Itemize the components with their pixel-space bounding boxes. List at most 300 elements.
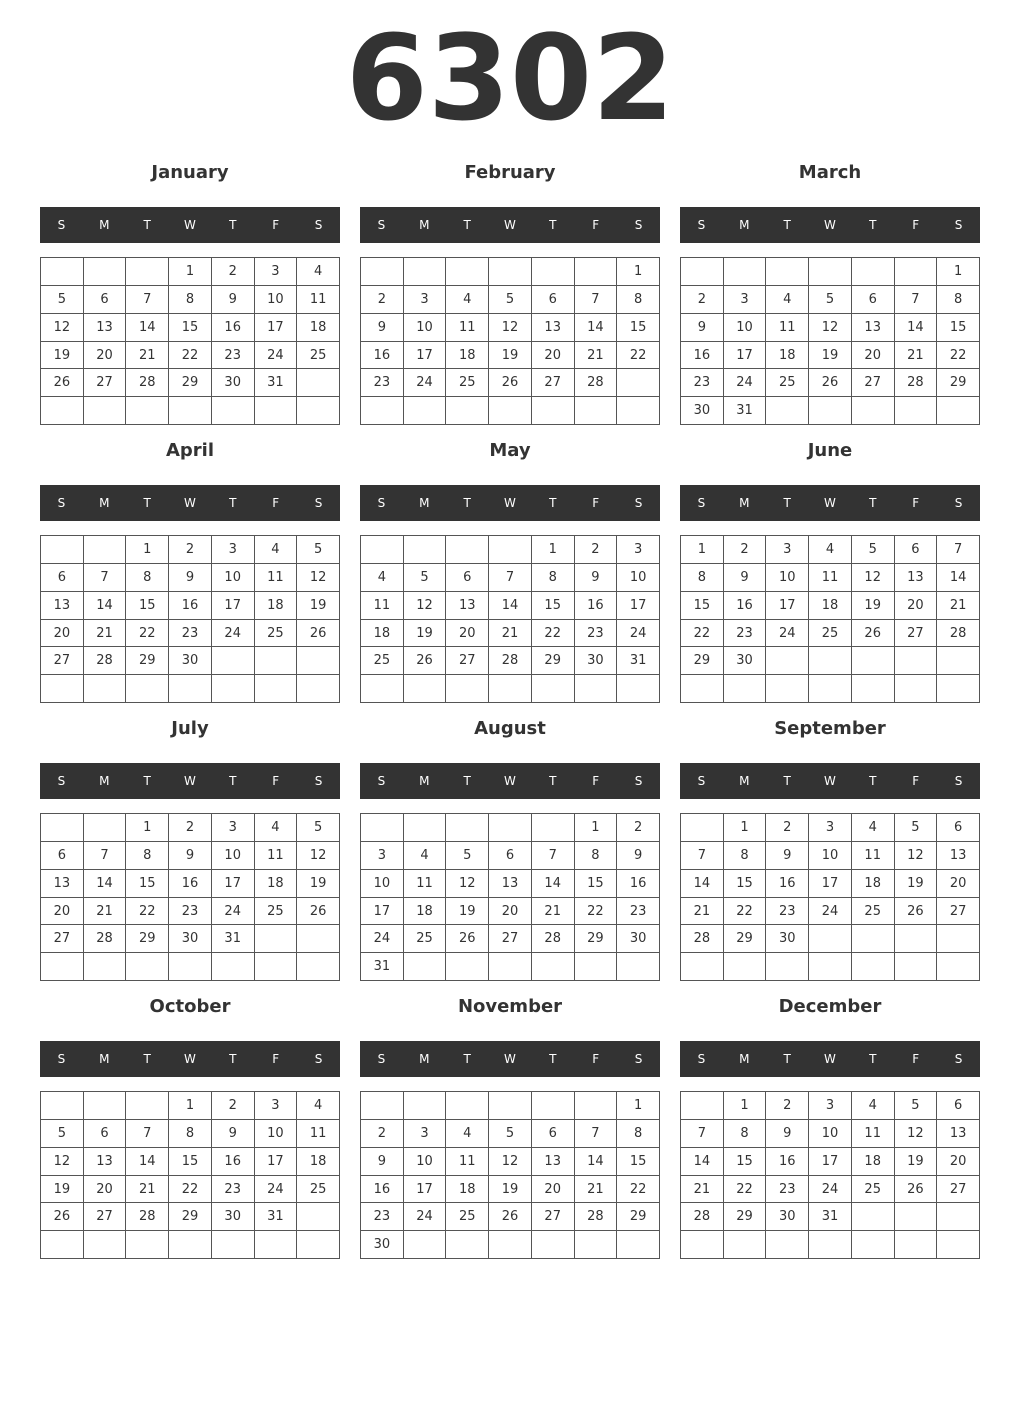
day-cell: 17 xyxy=(361,898,404,926)
day-grid xyxy=(680,1091,980,1259)
day-cell: 21 xyxy=(126,1176,169,1204)
day-cell: 15 xyxy=(126,592,169,620)
day-cell: 5 xyxy=(41,286,84,314)
day-cell: 2 xyxy=(575,536,618,564)
day-cell: 26 xyxy=(446,925,489,953)
day-cell: 18 xyxy=(446,342,489,370)
day-cell: 25 xyxy=(809,620,852,648)
weekday-label: M xyxy=(99,496,110,510)
day-cell: 19 xyxy=(446,898,489,926)
month-name: September xyxy=(774,718,886,739)
day-cell: 30 xyxy=(766,1203,809,1231)
day-cell: 10 xyxy=(809,1120,852,1148)
day-cell: 1 xyxy=(937,258,980,286)
day-cell: 24 xyxy=(724,369,767,397)
day-cell xyxy=(489,397,532,425)
day-cell xyxy=(255,647,298,675)
day-cell: 16 xyxy=(212,1148,255,1176)
weekday-label: W xyxy=(184,774,196,788)
day-cell: 13 xyxy=(41,870,84,898)
day-cell: 9 xyxy=(724,564,767,592)
day-cell: 7 xyxy=(489,564,532,592)
day-cell: 25 xyxy=(255,898,298,926)
day-cell: 21 xyxy=(937,592,980,620)
day-cell: 23 xyxy=(617,898,660,926)
month-name: May xyxy=(489,440,531,461)
day-cell xyxy=(766,397,809,425)
day-cell: 15 xyxy=(532,592,575,620)
day-cell: 21 xyxy=(681,898,724,926)
day-cell: 1 xyxy=(681,536,724,564)
weekday-label: T xyxy=(549,774,557,788)
day-cell xyxy=(895,675,938,703)
day-cell: 8 xyxy=(169,286,212,314)
day-cell: 30 xyxy=(169,647,212,675)
day-cell: 4 xyxy=(809,536,852,564)
day-cell: 26 xyxy=(297,620,340,648)
day-cell: 29 xyxy=(169,1203,212,1231)
day-cell: 11 xyxy=(766,314,809,342)
weekday-label: S xyxy=(634,1052,643,1066)
day-cell xyxy=(404,1092,447,1120)
month-name: December xyxy=(778,996,882,1017)
day-cell: 8 xyxy=(937,286,980,314)
day-cell: 8 xyxy=(617,1120,660,1148)
day-cell: 26 xyxy=(489,1203,532,1231)
day-cell: 7 xyxy=(575,1120,618,1148)
month-name: August xyxy=(474,718,546,739)
day-cell xyxy=(937,397,980,425)
day-cell xyxy=(446,814,489,842)
month-name: November xyxy=(457,996,563,1017)
day-cell: 20 xyxy=(41,898,84,926)
day-cell: 20 xyxy=(532,342,575,370)
day-cell: 25 xyxy=(297,1176,340,1204)
day-cell: 18 xyxy=(404,898,447,926)
day-cell xyxy=(212,397,255,425)
day-cell: 27 xyxy=(895,620,938,648)
weekday-label: T xyxy=(229,496,237,510)
weekday-label: F xyxy=(272,1052,280,1066)
day-cell xyxy=(489,258,532,286)
day-cell: 28 xyxy=(532,925,575,953)
day-cell xyxy=(361,814,404,842)
day-cell: 14 xyxy=(532,870,575,898)
month-name: February xyxy=(464,162,556,183)
day-cell: 28 xyxy=(895,369,938,397)
month-december xyxy=(680,992,980,1270)
day-cell: 7 xyxy=(84,842,127,870)
day-cell: 15 xyxy=(937,314,980,342)
weekday-label: T xyxy=(463,774,471,788)
day-cell: 17 xyxy=(766,592,809,620)
day-cell: 23 xyxy=(766,898,809,926)
day-cell: 31 xyxy=(361,953,404,981)
day-cell: 8 xyxy=(617,286,660,314)
weekday-header xyxy=(40,1041,340,1077)
day-cell: 22 xyxy=(617,1176,660,1204)
day-cell: 7 xyxy=(681,1120,724,1148)
day-cell: 14 xyxy=(681,1148,724,1176)
day-cell: 22 xyxy=(937,342,980,370)
day-cell: 6 xyxy=(852,286,895,314)
day-cell: 17 xyxy=(212,592,255,620)
day-cell xyxy=(895,647,938,675)
day-cell: 23 xyxy=(724,620,767,648)
day-cell: 6 xyxy=(446,564,489,592)
day-cell: 27 xyxy=(489,925,532,953)
day-cell: 2 xyxy=(724,536,767,564)
day-cell: 14 xyxy=(126,1148,169,1176)
day-cell xyxy=(169,1231,212,1259)
day-cell: 19 xyxy=(809,342,852,370)
day-cell: 11 xyxy=(361,592,404,620)
day-cell: 8 xyxy=(126,842,169,870)
day-cell xyxy=(41,814,84,842)
day-cell: 7 xyxy=(575,286,618,314)
day-cell: 14 xyxy=(84,592,127,620)
day-cell: 6 xyxy=(937,814,980,842)
day-cell xyxy=(724,1231,767,1259)
day-cell: 25 xyxy=(297,342,340,370)
day-cell: 15 xyxy=(169,314,212,342)
weekday-label: S xyxy=(634,774,643,788)
day-cell: 13 xyxy=(446,592,489,620)
day-cell: 12 xyxy=(852,564,895,592)
day-cell xyxy=(404,397,447,425)
day-cell xyxy=(169,953,212,981)
day-grid xyxy=(360,257,660,425)
day-cell: 21 xyxy=(84,898,127,926)
day-cell: 2 xyxy=(766,814,809,842)
day-cell: 4 xyxy=(255,814,298,842)
weekday-label: M xyxy=(99,774,110,788)
day-cell: 1 xyxy=(617,258,660,286)
day-cell: 6 xyxy=(84,286,127,314)
day-cell: 31 xyxy=(617,647,660,675)
day-cell: 28 xyxy=(575,1203,618,1231)
day-grid xyxy=(680,535,980,703)
day-cell: 16 xyxy=(169,870,212,898)
day-cell xyxy=(446,397,489,425)
day-cell: 16 xyxy=(169,592,212,620)
day-cell xyxy=(617,397,660,425)
day-cell xyxy=(852,1231,895,1259)
weekday-label: S xyxy=(634,496,643,510)
day-cell: 16 xyxy=(766,870,809,898)
day-cell xyxy=(617,1231,660,1259)
day-cell xyxy=(532,1092,575,1120)
day-cell: 22 xyxy=(169,1176,212,1204)
weekday-label: S xyxy=(954,218,963,232)
day-cell: 21 xyxy=(489,620,532,648)
weekday-label: S xyxy=(377,1052,386,1066)
day-cell xyxy=(937,953,980,981)
day-cell xyxy=(937,1231,980,1259)
day-cell: 26 xyxy=(297,898,340,926)
day-cell: 2 xyxy=(212,258,255,286)
day-cell: 18 xyxy=(361,620,404,648)
day-cell: 9 xyxy=(169,842,212,870)
day-cell xyxy=(852,1203,895,1231)
day-cell: 14 xyxy=(681,870,724,898)
day-cell xyxy=(766,953,809,981)
day-cell: 18 xyxy=(852,1148,895,1176)
weekday-header xyxy=(360,763,660,799)
day-cell: 2 xyxy=(681,286,724,314)
day-cell xyxy=(126,1231,169,1259)
day-cell: 25 xyxy=(255,620,298,648)
day-cell xyxy=(937,647,980,675)
day-cell: 11 xyxy=(446,1148,489,1176)
day-cell: 22 xyxy=(575,898,618,926)
weekday-label: T xyxy=(869,774,877,788)
day-cell: 5 xyxy=(852,536,895,564)
day-cell: 12 xyxy=(809,314,852,342)
day-cell: 4 xyxy=(446,286,489,314)
weekday-label: M xyxy=(739,774,750,788)
day-cell: 1 xyxy=(617,1092,660,1120)
day-cell xyxy=(766,258,809,286)
day-cell xyxy=(297,953,340,981)
day-cell xyxy=(446,1092,489,1120)
day-cell: 14 xyxy=(895,314,938,342)
day-cell: 16 xyxy=(361,342,404,370)
weekday-header xyxy=(40,763,340,799)
day-cell: 15 xyxy=(126,870,169,898)
day-cell: 3 xyxy=(255,1092,298,1120)
day-cell xyxy=(126,1092,169,1120)
day-cell: 15 xyxy=(575,870,618,898)
day-cell: 27 xyxy=(532,1203,575,1231)
day-cell xyxy=(852,925,895,953)
month-november xyxy=(360,992,660,1270)
day-grid xyxy=(360,1091,660,1259)
day-cell: 24 xyxy=(212,898,255,926)
day-cell: 12 xyxy=(895,1120,938,1148)
weekday-label: T xyxy=(783,496,791,510)
weekday-label: S xyxy=(697,218,706,232)
weekday-label: S xyxy=(954,774,963,788)
day-cell: 25 xyxy=(852,1176,895,1204)
weekday-label: W xyxy=(824,496,836,510)
day-cell: 5 xyxy=(297,536,340,564)
weekday-label: S xyxy=(954,1052,963,1066)
day-cell: 11 xyxy=(446,314,489,342)
weekday-label: M xyxy=(739,218,750,232)
day-cell: 7 xyxy=(126,286,169,314)
day-cell xyxy=(937,925,980,953)
month-name: January xyxy=(151,162,229,183)
day-cell: 9 xyxy=(766,842,809,870)
day-cell: 1 xyxy=(126,536,169,564)
weekday-label: S xyxy=(377,496,386,510)
day-cell xyxy=(809,647,852,675)
day-cell: 22 xyxy=(681,620,724,648)
day-cell: 19 xyxy=(297,592,340,620)
day-cell xyxy=(766,1231,809,1259)
day-cell: 24 xyxy=(404,369,447,397)
day-cell: 5 xyxy=(404,564,447,592)
day-cell: 4 xyxy=(297,1092,340,1120)
day-cell: 18 xyxy=(255,870,298,898)
day-cell: 15 xyxy=(724,870,767,898)
weekday-label: F xyxy=(912,218,920,232)
day-cell xyxy=(404,1231,447,1259)
day-cell: 20 xyxy=(489,898,532,926)
day-cell: 23 xyxy=(575,620,618,648)
weekday-label: W xyxy=(184,496,196,510)
day-cell: 25 xyxy=(361,647,404,675)
day-cell: 22 xyxy=(724,898,767,926)
day-cell xyxy=(681,258,724,286)
day-cell xyxy=(84,675,127,703)
weekday-label: T xyxy=(143,774,151,788)
weekday-label: T xyxy=(229,218,237,232)
day-cell: 30 xyxy=(575,647,618,675)
day-cell: 2 xyxy=(361,1120,404,1148)
day-cell: 9 xyxy=(361,1148,404,1176)
day-cell xyxy=(617,369,660,397)
weekday-label: M xyxy=(419,496,430,510)
weekday-header xyxy=(40,207,340,243)
day-grid xyxy=(40,257,340,425)
day-cell xyxy=(404,258,447,286)
day-cell: 9 xyxy=(681,314,724,342)
day-cell: 10 xyxy=(766,564,809,592)
day-cell: 3 xyxy=(809,1092,852,1120)
weekday-label: F xyxy=(592,774,600,788)
day-cell: 22 xyxy=(532,620,575,648)
weekday-label: F xyxy=(272,496,280,510)
day-cell xyxy=(255,953,298,981)
day-cell: 24 xyxy=(361,925,404,953)
day-cell: 12 xyxy=(297,564,340,592)
day-cell xyxy=(766,675,809,703)
day-cell xyxy=(446,953,489,981)
day-cell xyxy=(212,1231,255,1259)
day-cell: 24 xyxy=(617,620,660,648)
day-cell xyxy=(724,258,767,286)
day-cell xyxy=(724,953,767,981)
day-cell: 9 xyxy=(617,842,660,870)
weekday-label: S xyxy=(377,218,386,232)
day-cell: 27 xyxy=(937,1176,980,1204)
day-cell xyxy=(41,953,84,981)
day-cell: 27 xyxy=(41,647,84,675)
day-cell: 20 xyxy=(84,342,127,370)
day-cell xyxy=(84,1231,127,1259)
weekday-header xyxy=(680,207,980,243)
weekday-label: T xyxy=(463,218,471,232)
month-name: April xyxy=(165,440,215,461)
day-cell xyxy=(41,536,84,564)
day-cell xyxy=(404,814,447,842)
day-cell: 12 xyxy=(404,592,447,620)
day-cell: 9 xyxy=(212,286,255,314)
day-cell xyxy=(809,675,852,703)
day-cell: 26 xyxy=(404,647,447,675)
day-cell: 17 xyxy=(617,592,660,620)
month-name: March xyxy=(798,162,862,183)
day-cell xyxy=(84,397,127,425)
day-cell xyxy=(532,1231,575,1259)
day-cell: 21 xyxy=(532,898,575,926)
day-cell xyxy=(532,953,575,981)
day-cell: 15 xyxy=(169,1148,212,1176)
day-cell: 20 xyxy=(895,592,938,620)
day-cell: 3 xyxy=(809,814,852,842)
day-cell xyxy=(297,647,340,675)
day-cell: 4 xyxy=(404,842,447,870)
day-cell: 29 xyxy=(126,925,169,953)
day-cell: 26 xyxy=(41,1203,84,1231)
weekday-label: T xyxy=(229,1052,237,1066)
day-cell: 13 xyxy=(532,314,575,342)
day-cell: 29 xyxy=(126,647,169,675)
day-cell: 30 xyxy=(212,369,255,397)
day-cell: 17 xyxy=(724,342,767,370)
day-cell: 13 xyxy=(41,592,84,620)
day-cell xyxy=(446,675,489,703)
day-cell: 21 xyxy=(575,342,618,370)
day-cell: 9 xyxy=(361,314,404,342)
day-cell: 3 xyxy=(212,536,255,564)
day-cell: 17 xyxy=(255,1148,298,1176)
day-cell: 2 xyxy=(212,1092,255,1120)
day-cell: 10 xyxy=(617,564,660,592)
day-cell: 10 xyxy=(404,1148,447,1176)
day-cell: 22 xyxy=(724,1176,767,1204)
day-cell: 31 xyxy=(809,1203,852,1231)
day-cell: 8 xyxy=(126,564,169,592)
day-grid xyxy=(40,535,340,703)
day-cell xyxy=(681,1231,724,1259)
day-cell xyxy=(575,675,618,703)
day-cell xyxy=(41,675,84,703)
day-cell: 29 xyxy=(724,925,767,953)
day-cell: 14 xyxy=(489,592,532,620)
day-grid xyxy=(680,257,980,425)
day-cell xyxy=(575,953,618,981)
day-cell: 23 xyxy=(766,1176,809,1204)
weekday-header xyxy=(680,485,980,521)
day-cell xyxy=(255,397,298,425)
day-cell xyxy=(297,675,340,703)
day-cell: 2 xyxy=(766,1092,809,1120)
day-cell: 11 xyxy=(255,564,298,592)
day-cell: 4 xyxy=(361,564,404,592)
day-cell: 12 xyxy=(446,870,489,898)
day-cell xyxy=(489,675,532,703)
weekday-label: M xyxy=(419,774,430,788)
day-cell xyxy=(297,925,340,953)
day-cell xyxy=(575,258,618,286)
day-cell: 19 xyxy=(895,1148,938,1176)
weekday-label: T xyxy=(463,1052,471,1066)
day-cell: 28 xyxy=(681,925,724,953)
day-cell: 3 xyxy=(724,286,767,314)
day-cell: 21 xyxy=(84,620,127,648)
day-cell: 10 xyxy=(809,842,852,870)
day-cell: 7 xyxy=(937,536,980,564)
month-september xyxy=(680,714,980,992)
weekday-label: S xyxy=(314,218,323,232)
day-cell: 28 xyxy=(126,1203,169,1231)
day-cell xyxy=(681,814,724,842)
day-cell: 30 xyxy=(766,925,809,953)
day-cell xyxy=(895,397,938,425)
